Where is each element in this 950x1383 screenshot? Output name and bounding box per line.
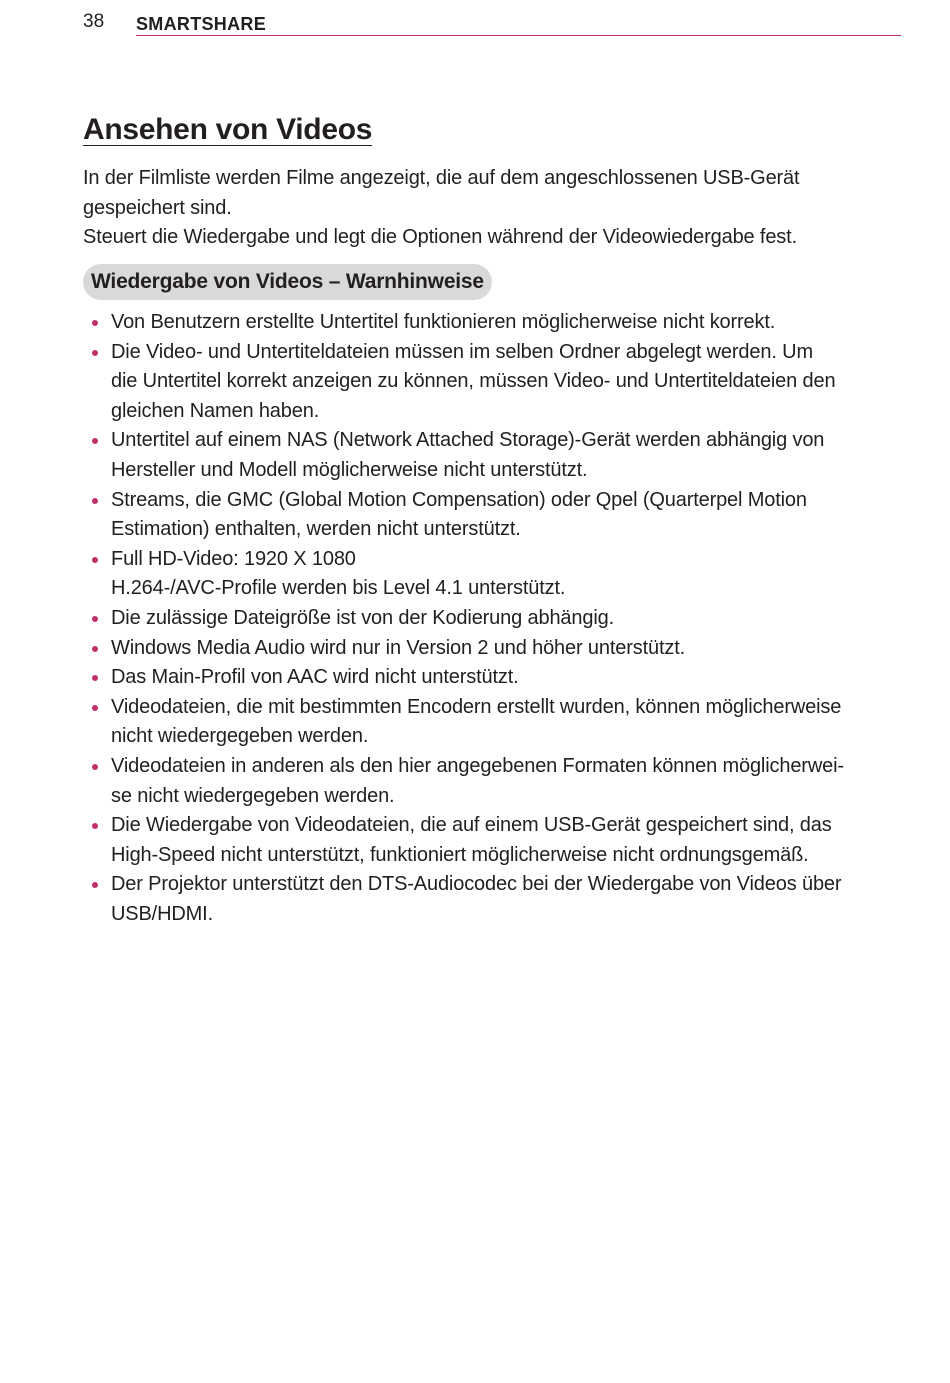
list-item-text: Der Projektor unterstützt den DTS-Audiocodec bei der Wiedergabe von Videos über xyxy=(111,873,842,896)
section-subheading: Wiedergabe von Videos – Warnhinweise xyxy=(83,264,492,300)
list-item xyxy=(83,486,903,545)
bullet-icon xyxy=(92,646,98,652)
section-label: SMARTSHARE xyxy=(136,14,267,34)
list-item-text: Estimation) enthalten, werden nicht unterstützt. xyxy=(111,518,521,541)
intro-text xyxy=(83,164,903,253)
list-item-text: gleichen Namen haben. xyxy=(111,399,320,422)
bullet-icon xyxy=(92,823,98,829)
list-item-text: Das Main-Profil von AAC wird nicht unterstützt. xyxy=(111,666,519,689)
page-title: Ansehen von Videos xyxy=(83,113,373,146)
list-item xyxy=(83,634,903,664)
list-item-text: Hersteller und Modell möglicherweise nicht unterstützt. xyxy=(111,458,588,481)
list-item-text: Videodateien, die mit bestimmten Encodern erstellt wurden, können möglicherweise xyxy=(111,695,842,718)
intro-paragraph: In der Filmliste werden Filme angezeigt, die auf dem angeschlossenen USB-Gerät gespeichert sind. xyxy=(83,167,800,219)
list-item xyxy=(83,693,903,752)
warning-list xyxy=(83,308,903,929)
list-item xyxy=(83,308,903,338)
list-item-text: Die Wiedergabe von Videodateien, die auf einem USB-Gerät gespeichert sind, das xyxy=(111,814,832,837)
bullet-icon xyxy=(92,882,98,888)
list-item xyxy=(83,604,903,634)
bullet-icon xyxy=(92,320,98,326)
list-item xyxy=(83,870,903,929)
bullet-icon xyxy=(92,764,98,770)
bullet-icon xyxy=(92,498,98,504)
bullet-icon xyxy=(92,705,98,711)
list-item xyxy=(83,545,903,604)
list-item-text: se nicht wiedergegeben werden. xyxy=(111,784,395,807)
bullet-icon xyxy=(92,675,98,681)
list-item xyxy=(83,663,903,693)
list-item-text: USB/HDMI. xyxy=(111,902,213,925)
list-item-text: Die Video- und Untertiteldateien müssen im selben Ordner abgelegt werden. Um xyxy=(111,340,813,363)
bullet-icon xyxy=(92,557,98,563)
list-item-text: Untertitel auf einem NAS (Network Attached Storage)-Gerät werden abhängig von xyxy=(111,429,825,452)
list-item-text: Streams, die GMC (Global Motion Compensation) oder Qpel (Quarterpel Motion xyxy=(111,488,807,511)
list-item xyxy=(83,338,903,427)
list-item-text: Full HD-Video: 1920 X 1080 xyxy=(111,547,356,570)
list-item-text: nicht wiedergegeben werden. xyxy=(111,725,369,748)
list-item-text: die Untertitel korrekt anzeigen zu können, müssen Video- und Untertiteldateien den xyxy=(111,370,836,393)
intro-paragraph: Steuert die Wiedergabe und legt die Optionen während der Videowiedergabe fest. xyxy=(83,226,797,249)
list-item-text: H.264-/AVC-Profile werden bis Level 4.1 unterstützt. xyxy=(111,577,566,600)
list-item-text: Die zulässige Dateigröße ist von der Kodierung abhängig. xyxy=(111,606,615,629)
bullet-icon xyxy=(92,350,98,356)
list-item xyxy=(83,426,903,485)
list-item-text: Windows Media Audio wird nur in Version 2 und höher unterstützt. xyxy=(111,636,686,659)
list-item-text: Von Benutzern erstellte Untertitel funktionieren möglicherweise nicht korrekt. xyxy=(111,311,776,333)
header-divider xyxy=(136,35,901,36)
list-item-text: Videodateien in anderen als den hier angegebenen Formaten können möglicherwei- xyxy=(111,754,844,777)
list-item xyxy=(83,811,903,870)
bullet-icon xyxy=(92,616,98,622)
page-number: 38 xyxy=(83,11,105,32)
list-item xyxy=(83,752,903,811)
bullet-icon xyxy=(92,438,98,444)
list-item-text: High-Speed nicht unterstützt, funktioniert möglicherweise nicht ordnungsgemäß. xyxy=(111,843,809,866)
